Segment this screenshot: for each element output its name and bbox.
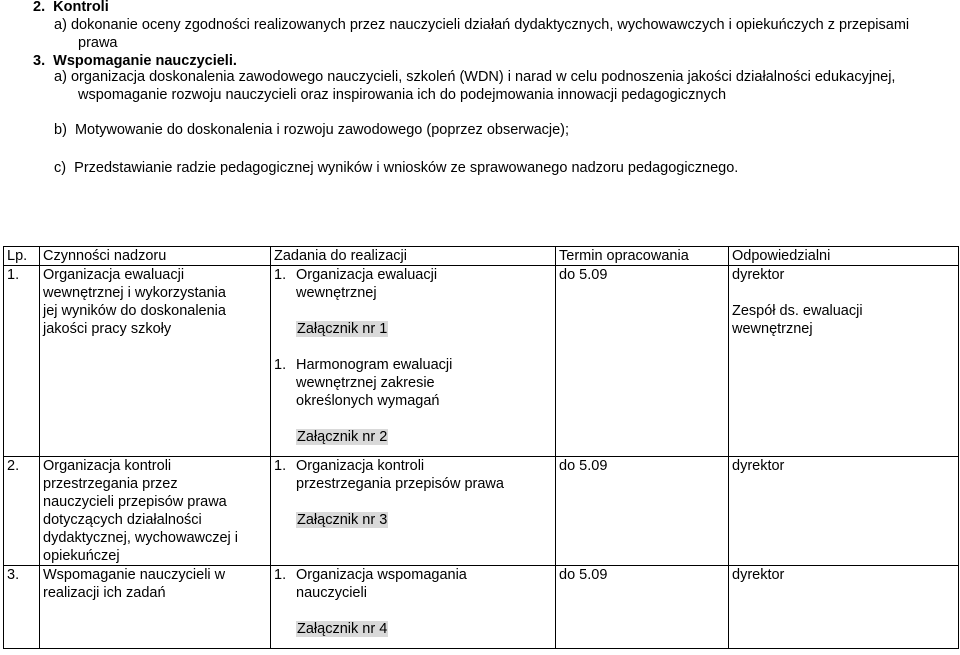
responsible-line: dyrektor: [732, 267, 785, 283]
row-number: 1.: [4, 266, 40, 457]
attachment-line: [274, 620, 552, 638]
header-activity: Czynności nadzoru: [40, 247, 271, 266]
responsible-line: Zespół ds. ewaluacji: [732, 303, 863, 319]
section-number: 2.: [33, 0, 46, 15]
header-tasks: Zadania do realizacji: [271, 247, 556, 266]
task-text: Organizacja kontroli: [296, 458, 425, 474]
activity-line: jakości pracy szkoły: [43, 321, 172, 337]
activity-line: jej wyników do doskonalenia: [43, 303, 226, 319]
task-number: 1.: [274, 458, 287, 474]
table-row: [4, 266, 959, 457]
row-number: 3.: [4, 566, 40, 649]
attachment-line: [274, 428, 552, 446]
activity-line: Organizacja ewaluacji: [43, 267, 185, 283]
header-term: Termin opracowania: [556, 247, 729, 266]
attachment-label: Załącznik nr 3: [297, 512, 388, 528]
task-text: Organizacja ewaluacji: [296, 267, 438, 283]
activity-line: realizacji ich zadań: [43, 585, 166, 601]
activity-line: przestrzegania przez: [43, 476, 178, 492]
header-responsible: Odpowiedzialni: [729, 247, 959, 266]
tasks-cell: [271, 266, 556, 457]
activity-cell: [40, 566, 271, 649]
task-text: Organizacja wspomagania: [296, 567, 467, 583]
item-label: b): [54, 122, 67, 138]
section-3c: [54, 159, 738, 177]
supervision-table: [3, 246, 959, 649]
item-label: c): [54, 160, 67, 176]
row-number: 2.: [4, 457, 40, 566]
header-lp: Lp.: [4, 247, 40, 266]
task-text: Harmonogram ewaluacji: [296, 357, 453, 373]
responsible-line: dyrektor: [732, 567, 785, 583]
item-text: dokonanie oceny zgodności realizowanych przez nauczycieli działań dydaktycznych, wychowawczych i opiekuńczych z przepisami: [70, 17, 910, 33]
activity-cell: [40, 457, 271, 566]
section-3b: [54, 121, 569, 139]
responsible-cell: [729, 266, 959, 457]
task-number: 1.: [274, 357, 287, 373]
activity-line: Organizacja kontroli: [43, 458, 172, 474]
item-text: Przedstawianie radzie pedagogicznej wyników i wniosków ze sprawowanego nadzoru pedagogicznego.: [74, 160, 739, 176]
table-header-row: [4, 247, 959, 266]
activity-cell: [40, 266, 271, 457]
task-line: wewnętrznej zakresie: [296, 375, 435, 391]
task-line: wewnętrznej: [296, 285, 377, 301]
section-title: Kontroli: [53, 0, 109, 15]
term-cell: do 5.09: [556, 457, 729, 566]
activity-line: nauczycieli przepisów prawa: [43, 494, 227, 510]
responsible-line: dyrektor: [732, 458, 785, 474]
responsible-cell: [729, 457, 959, 566]
activity-line: dotyczących działalności: [43, 512, 202, 528]
attachment-line: [274, 511, 552, 529]
attachment-label: Załącznik nr 2: [297, 429, 388, 445]
activity-line: dydaktycznej, wychowawczej i: [43, 530, 239, 546]
task-line: nauczycieli: [296, 585, 367, 601]
task-line: przestrzegania przepisów prawa: [296, 476, 504, 492]
table-row: [4, 566, 959, 649]
item-text: organizacja doskonalenia zawodowego nauczycieli, szkoleń (WDN) i narad w celu podnoszenia jakości działalności edukacyjnej,: [70, 69, 896, 85]
section-3a-line-2: wspomaganie rozwoju nauczycieli oraz inspirowania ich do podejmowania innowacji pedagogicznych: [78, 87, 727, 103]
attachment-label: Załącznik nr 4: [297, 621, 388, 637]
section-number: 3.: [33, 53, 46, 69]
tasks-cell: [271, 457, 556, 566]
task-line: [274, 356, 552, 374]
attachment-line: [274, 320, 552, 338]
activity-line: wewnętrznej i wykorzystania: [43, 285, 226, 301]
table-row: [4, 457, 959, 566]
task-line: [274, 266, 552, 284]
task-line: [274, 457, 552, 475]
task-number: 1.: [274, 267, 287, 283]
item-label: a): [54, 69, 67, 85]
item-text: Motywowanie do doskonalenia i rozwoju zawodowego (poprzez obserwacje);: [74, 122, 570, 138]
task-line: [274, 566, 552, 584]
section-3a-line-1: [54, 68, 895, 86]
item-label: a): [54, 17, 67, 33]
tasks-cell: [271, 566, 556, 649]
activity-line: Wspomaganie nauczycieli w: [43, 567, 226, 583]
section-title: Wspomaganie nauczycieli.: [53, 53, 237, 69]
section-2a-line-2: prawa: [78, 35, 118, 51]
section-2a-line-1: [54, 16, 909, 34]
task-number: 1.: [274, 567, 287, 583]
term-cell: do 5.09: [556, 266, 729, 457]
section-2-heading: [33, 0, 109, 16]
activity-line: opiekuńczej: [43, 548, 120, 564]
attachment-label: Załącznik nr 1: [297, 321, 388, 337]
responsible-line: wewnętrznej: [732, 321, 813, 337]
term-cell: do 5.09: [556, 566, 729, 649]
task-line: określonych wymagań: [296, 393, 440, 409]
responsible-cell: [729, 566, 959, 649]
